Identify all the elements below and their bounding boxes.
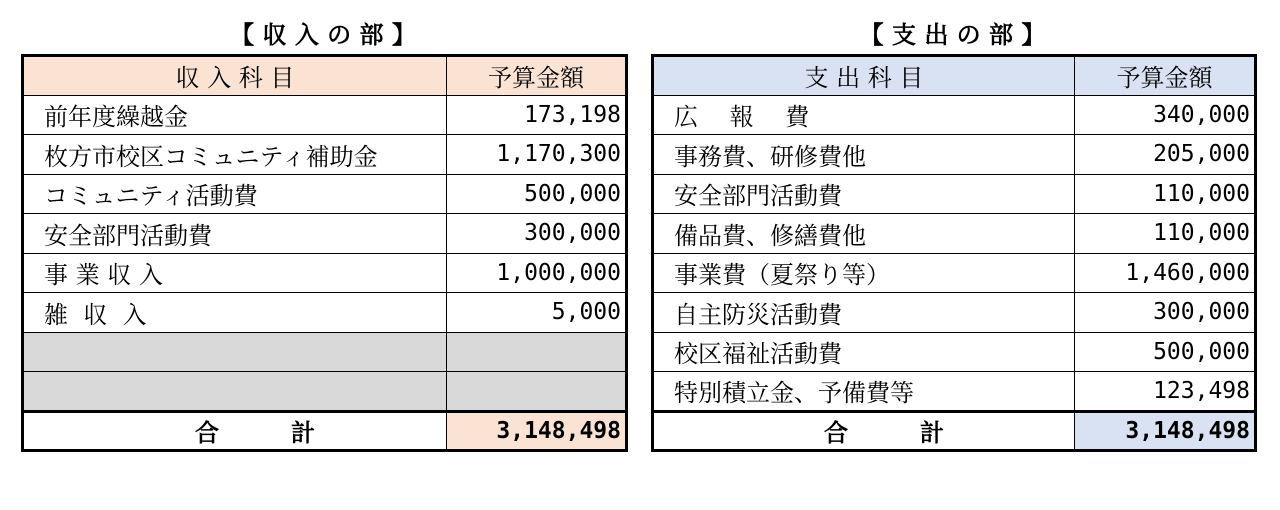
expense-item-amount: 500,000: [1075, 332, 1256, 372]
expense-item-name: 特別積立金、予備費等: [653, 372, 1075, 412]
empty-cell: [23, 372, 447, 412]
income-table: [21, 54, 628, 452]
expense-item-name: 広 報 費: [653, 95, 1075, 135]
expense-item-name: 事務費、研修費他: [653, 135, 1075, 175]
expense-item-amount: 110,000: [1075, 174, 1256, 214]
expense-section: [651, 16, 1254, 452]
income-item-name: 事 業 収 入: [23, 253, 447, 293]
table-row: [653, 174, 1256, 214]
income-item-amount: 500,000: [447, 174, 627, 214]
income-amount-header: 予算金額: [447, 56, 627, 96]
table-row: [653, 253, 1256, 293]
expense-amount-header: 予算金額: [1075, 56, 1256, 96]
income-section: [21, 16, 625, 452]
income-total-row: [23, 411, 627, 451]
expense-total-row: [653, 411, 1256, 451]
income-total-label: 合 計: [23, 411, 447, 451]
expense-item-name: 校区福祉活動費: [653, 332, 1075, 372]
income-item-amount: 1,000,000: [447, 253, 627, 293]
income-item-header: 収 入 科 目: [23, 56, 447, 96]
expense-item-amount: 123,498: [1075, 372, 1256, 412]
empty-cell: [447, 332, 627, 372]
table-row: [23, 95, 627, 135]
expense-header-row: [653, 56, 1256, 96]
expense-item-name: 安全部門活動費: [653, 174, 1075, 214]
empty-row: [23, 332, 627, 372]
income-item-amount: 173,198: [447, 95, 627, 135]
table-row: [23, 293, 627, 333]
empty-cell: [447, 372, 627, 412]
table-row: [23, 214, 627, 254]
expense-item-amount: 300,000: [1075, 293, 1256, 333]
table-row: [653, 372, 1256, 412]
income-item-name: 雑 収 入: [23, 293, 447, 333]
income-item-amount: 300,000: [447, 214, 627, 254]
income-header-row: [23, 56, 627, 96]
expense-item-amount: 340,000: [1075, 95, 1256, 135]
table-row: [23, 174, 627, 214]
table-row: [653, 135, 1256, 175]
income-item-amount: 1,170,300: [447, 135, 627, 175]
income-item-amount: 5,000: [447, 293, 627, 333]
table-row: [653, 95, 1256, 135]
empty-cell: [23, 332, 447, 372]
expense-item-name: 自主防災活動費: [653, 293, 1075, 333]
empty-row: [23, 372, 627, 412]
income-item-name: 安全部門活動費: [23, 214, 447, 254]
income-total-amount: 3,148,498: [447, 411, 627, 451]
income-item-name: 枚方市校区コミュニティ補助金: [23, 135, 447, 175]
expense-item-amount: 110,000: [1075, 214, 1256, 254]
income-title: 【 収 入 の 部 】: [230, 21, 416, 49]
table-row: [653, 293, 1256, 333]
table-row: [653, 214, 1256, 254]
income-item-name: コミュニティ活動費: [23, 174, 447, 214]
expense-table: [651, 54, 1257, 452]
expense-item-amount: 205,000: [1075, 135, 1256, 175]
table-row: [23, 135, 627, 175]
expense-item-name: 備品費、修繕費他: [653, 214, 1075, 254]
income-item-name: 前年度繰越金: [23, 95, 447, 135]
expense-title: 【 支 出 の 部 】: [859, 21, 1046, 49]
expense-item-header: 支 出 科 目: [653, 56, 1075, 96]
table-row: [653, 332, 1256, 372]
expense-item-name: 事業費（夏祭り等）: [653, 253, 1075, 293]
expense-item-amount: 1,460,000: [1075, 253, 1256, 293]
expense-total-amount: 3,148,498: [1075, 411, 1256, 451]
table-row: [23, 253, 627, 293]
expense-total-label: 合 計: [653, 411, 1075, 451]
